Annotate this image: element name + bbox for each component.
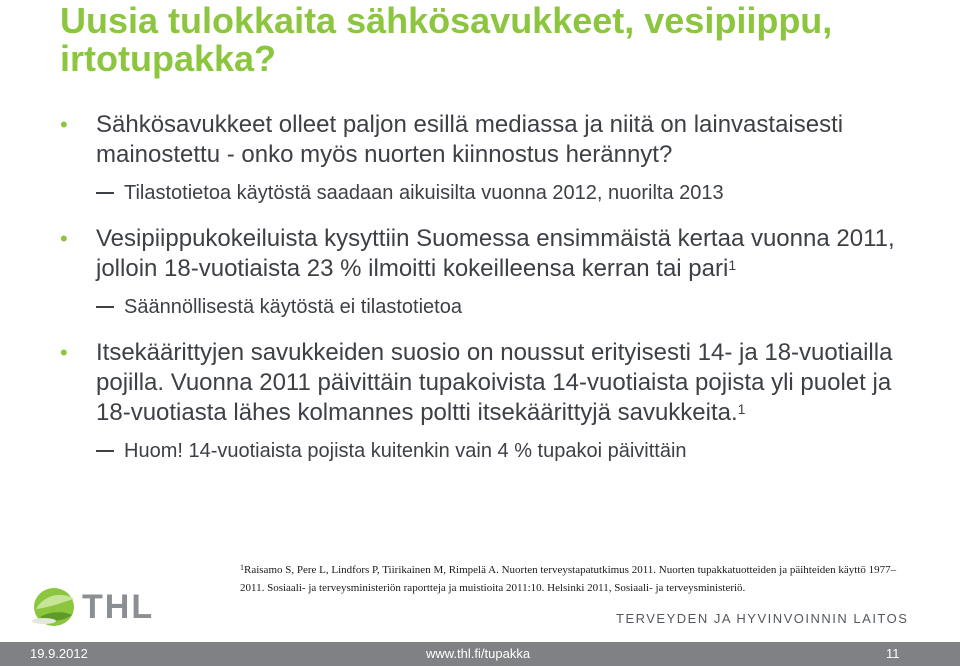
dash-icon: [96, 306, 114, 308]
dash-icon: [96, 192, 114, 194]
sub-bullet-1-text: Tilastotietoa käytöstä saadaan aikuisilta vuonna 2012, nuorilta 2013: [124, 182, 724, 204]
sub-bullet-2-text: Säännöllisestä käytöstä ei tilastotietoa: [124, 296, 462, 318]
reference-marker: 1: [240, 563, 244, 572]
bullet-dot-icon: •: [60, 340, 68, 365]
bullet-dot-icon: •: [60, 112, 68, 137]
footnote-marker: 1: [737, 401, 746, 417]
bullet-dot-icon: •: [60, 226, 68, 251]
sub-bullet-1: [60, 180, 920, 206]
footer-url[interactable]: www.thl.fi/tupakka: [426, 646, 531, 661]
bullet-2: [60, 224, 920, 284]
dash-icon: [96, 450, 114, 452]
sub-bullet-3: [60, 438, 920, 464]
bullet-2-text: Vesipiippukokeiluista kysyttiin Suomessa ensimmäistä kertaa vuonna 2011, jolloin 18-vuotiaista 23 % ilmoitti kokeilleensa kerran tai pari: [96, 225, 895, 282]
footnote-marker: 1: [728, 257, 737, 273]
organization-name: TERVEYDEN JA HYVINVOINNIN LAITOS: [616, 611, 909, 626]
slide-content: [60, 110, 920, 464]
leaf-globe-icon: [30, 585, 80, 629]
reference-text: Raisamo S, Pere L, Lindfors P, Tiirikainen M, Rimpelä A. Nuorten terveystapatutkimus 2011. Nuorten tupakkatuotteiden ja päihteiden käyttö 1977–2011. Sosiaali- ja terveysministeriön raportteja ja muistioita 2011:10. Helsinki 2011, Sosiaali- ja terveysministeriö.: [240, 564, 897, 594]
thl-logo: [30, 585, 170, 627]
page-number: 11: [886, 646, 900, 661]
bullet-3: [60, 338, 920, 428]
footer-date: 19.9.2012: [30, 646, 88, 661]
bullet-3-text: Itsekäärittyjen savukkeiden suosio on noussut erityisesti 14- ja 18-vuotiailla pojilla. Vuonna 2011 päivittäin tupakoivista 14-vuotiaista pojista yli puolet ja 18-vuotiasta lähes kolmannes poltti itsekäärittyjä savukkeita.: [96, 339, 893, 426]
bullet-1: [60, 110, 920, 170]
slide-title: Uusia tulokkaita sähkösavukkeet, vesipiippu, irtotupakka?: [60, 0, 833, 79]
footer-bar: [0, 642, 960, 666]
reference-footnote: [240, 561, 920, 597]
logo-text: THL: [82, 588, 155, 626]
sub-bullet-3-text: Huom! 14-vuotiaista pojista kuitenkin vain 4 % tupakoi päivittäin: [124, 440, 687, 462]
sub-bullet-2: [60, 294, 920, 320]
bullet-1-text: Sähkösavukkeet olleet paljon esillä mediassa ja niitä on lainvastaisesti mainostettu - onko myös nuorten kiinnostus herännyt?: [96, 111, 844, 168]
